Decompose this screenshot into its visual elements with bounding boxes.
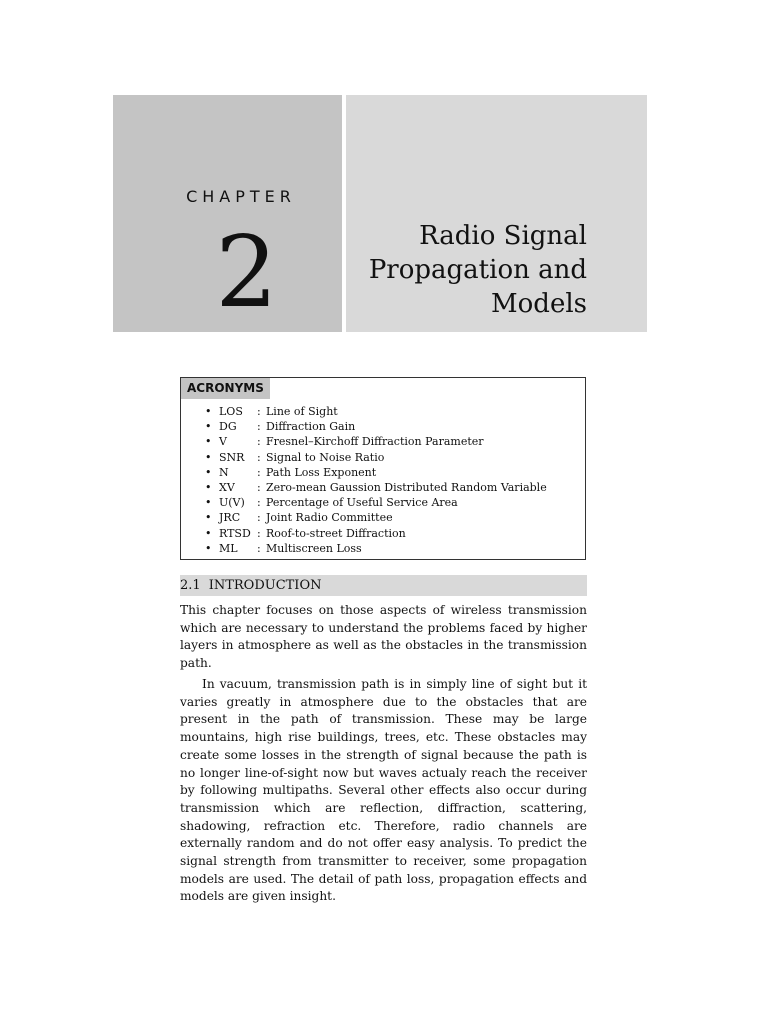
section-title: INTRODUCTION	[208, 578, 322, 593]
acronym-item	[205, 510, 547, 525]
acronym-colon: :	[257, 541, 261, 555]
acronym-abbr: U(V)	[219, 496, 245, 510]
chapter-title	[369, 219, 587, 321]
chapter-number: 2	[215, 216, 278, 330]
acronym-item	[205, 419, 547, 434]
acronym-colon: :	[257, 420, 261, 434]
acronym-abbr: JRC	[219, 511, 241, 525]
acronym-item	[205, 495, 547, 510]
acronym-meaning: Line of Sight	[266, 405, 338, 418]
bullet-icon: •	[205, 435, 212, 449]
acronym-colon: :	[257, 481, 261, 495]
acronym-meaning: Path Loss Exponent	[266, 465, 377, 479]
chapter-number-panel	[113, 95, 342, 332]
body-paragraph: In vacuum, transmission path is in simply line of sight but it varies greatly in atmosphere due to the obstacles that are present in the path of transmission. These may be large mountains, high rise buildings, trees, etc. These obstacles may create some losses in the strength of signal because the path is no longer line-of-sight now but waves actualy reach the receiver by following multipaths. Several other effects also occur during transmission which are reflection, diffraction, scattering, shadowing, refraction etc. Therefore, radio channels are externally random and do not offer easy analysis. To predict the signal strength from transmitter to receiver, some propagation models are used. The detail of path loss, propagation effects and models are given insight.	[180, 677, 587, 904]
acronym-colon: :	[257, 496, 261, 510]
acronym-item	[205, 450, 547, 465]
bullet-icon: •	[205, 526, 212, 540]
acronym-meaning: Joint Radio Committee	[266, 511, 393, 525]
bullet-icon: •	[205, 481, 212, 495]
section-number: 2.1	[180, 578, 201, 593]
chapter-title-line: Models	[491, 289, 587, 319]
acronyms-heading: ACRONYMS	[181, 378, 270, 399]
acronym-colon: :	[257, 450, 261, 464]
acronym-abbr: LOS	[219, 405, 243, 418]
acronym-meaning: Signal to Noise Ratio	[266, 450, 385, 464]
acronym-colon: :	[257, 405, 261, 418]
acronym-meaning: Zero-mean Gaussion Distributed Random Variable	[266, 481, 547, 495]
body-paragraph: This chapter focuses on those aspects of wireless transmission which are necessary to understand the problems faced by higher layers in atmosphere as well as the obstacles in the transmission path.	[180, 603, 587, 671]
acronym-abbr: DG	[219, 420, 237, 434]
bullet-icon: •	[205, 511, 212, 525]
acronym-abbr: RTSD	[219, 526, 251, 540]
acronym-meaning: Multiscreen Loss	[266, 541, 362, 555]
acronym-abbr: ML	[219, 541, 238, 555]
bullet-icon: •	[205, 496, 212, 510]
acronym-colon: :	[257, 435, 261, 449]
acronym-colon: :	[257, 465, 261, 479]
bullet-icon: •	[205, 465, 212, 479]
acronym-item	[205, 434, 547, 449]
bullet-icon: •	[205, 541, 212, 555]
chapter-title-line: Radio Signal	[419, 221, 587, 251]
acronym-abbr: N	[219, 465, 229, 479]
acronym-item	[205, 404, 547, 419]
acronym-item	[205, 480, 547, 495]
acronym-colon: :	[257, 511, 261, 525]
bullet-icon: •	[205, 450, 212, 464]
section-heading	[180, 575, 587, 596]
bullet-icon: •	[205, 420, 212, 434]
chapter-title-line: Propagation and	[368, 255, 587, 285]
chapter-title-panel	[346, 95, 647, 332]
acronym-abbr: V	[219, 435, 227, 449]
acronym-meaning: Roof-to-street Diffraction	[266, 526, 406, 540]
chapter-label: CHAPTER	[186, 187, 296, 206]
acronym-meaning: Diffraction Gain	[266, 420, 356, 434]
acronym-item	[205, 541, 547, 556]
acronym-abbr: XV	[219, 481, 235, 495]
acronym-abbr: SNR	[219, 450, 245, 464]
acronym-meaning: Percentage of Useful Service Area	[266, 496, 458, 510]
bullet-icon: •	[205, 405, 212, 418]
acronyms-box	[180, 377, 586, 560]
acronym-meaning: Fresnel–Kirchoff Diffraction Parameter	[266, 435, 484, 449]
acronyms-list	[205, 404, 547, 556]
acronym-item	[205, 465, 547, 480]
acronym-colon: :	[257, 526, 261, 540]
acronym-item	[205, 526, 547, 541]
